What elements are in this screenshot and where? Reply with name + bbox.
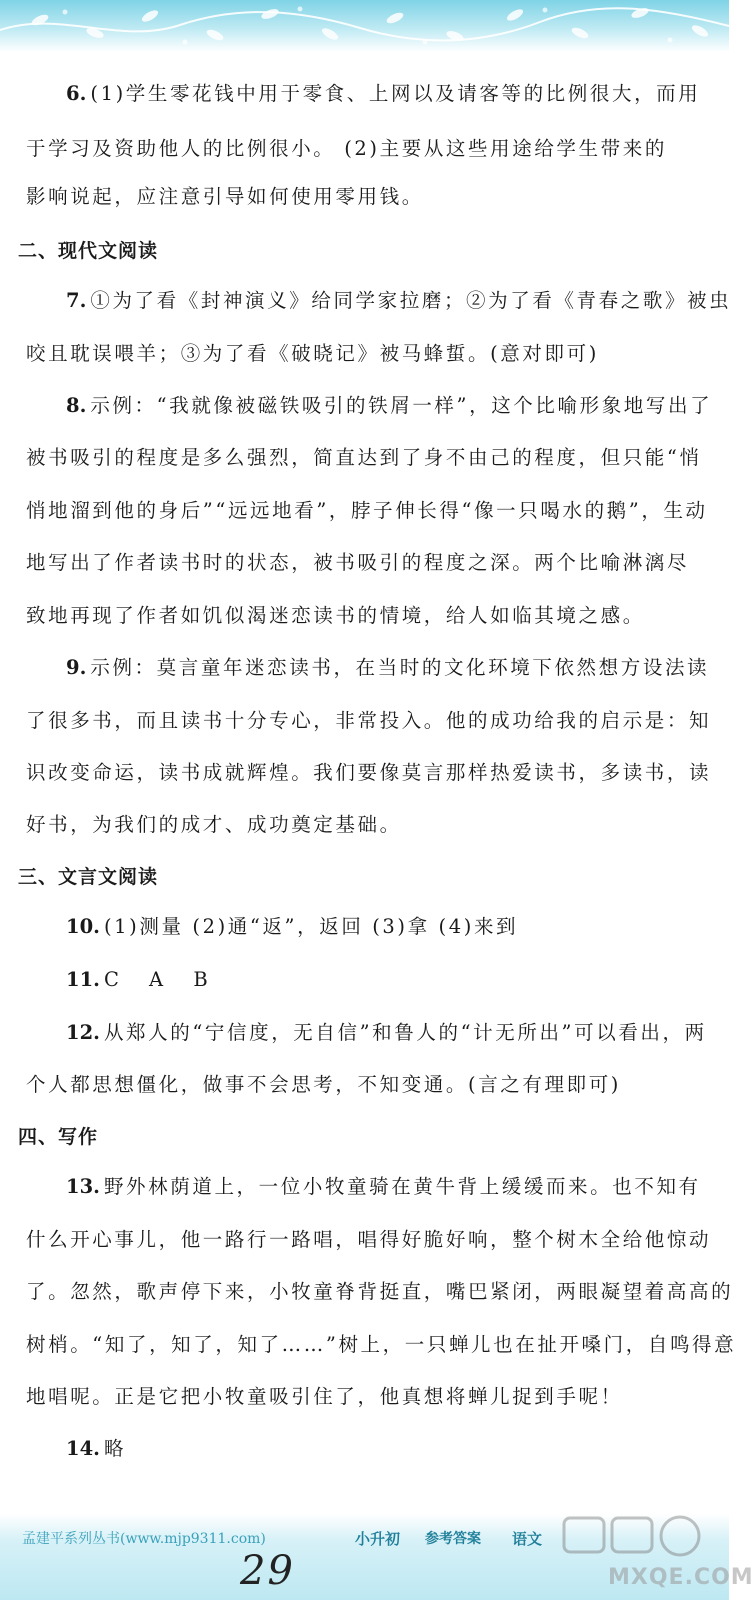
footer-level-text: 小升初 — [355, 1530, 401, 1548]
q6-text-1: (1)学生零花钱中用于零食、上网以及请客等的比例很大，而用 — [90, 82, 701, 105]
q9-line-2: 了很多书，而且读书十分专心，非常投入。他的成功给我的启示是：知 — [26, 709, 712, 732]
q12-line-2: 个人都思想僵化，做事不会思考，不知变通。(言之有理即可) — [26, 1073, 622, 1096]
q14-number: 14. — [66, 1437, 100, 1460]
q6-line-2: 于学习及资助他人的比例很小。 (2)主要从这些用途给学生带来的 — [26, 137, 667, 160]
q13-text-1: 野外林荫道上，一位小牧童骑在黄牛背上缓缓而来。也不知有 — [103, 1175, 701, 1198]
section-writing: 四、写作 — [18, 1126, 99, 1148]
page-number: 29 — [240, 1548, 295, 1594]
vine-pattern-icon — [0, 0, 729, 52]
header-decoration — [0, 0, 729, 52]
q11-number: 11. — [66, 968, 100, 991]
q10-line-1 — [66, 915, 518, 939]
watermark-text: MXQE.COM — [608, 1565, 754, 1590]
q10-text-1: (1)测量 (2)通“返”，返回 (3)拿 (4)来到 — [103, 915, 519, 938]
footer-reference-text: 参考答案 — [425, 1531, 481, 1547]
q7-line-2: 咬且耽误喂羊；③为了看《破晓记》被马蜂蜇。(意对即可) — [26, 342, 599, 365]
q6-line-3: 影响说起，应注意引导如何使用零用钱。 — [26, 185, 424, 208]
q12-number: 12. — [66, 1021, 100, 1044]
q9-line-4: 好书，为我们的成才、成功奠定基础。 — [26, 813, 402, 836]
q14-line-1 — [66, 1437, 126, 1461]
q8-line-1 — [66, 394, 712, 418]
q13-line-2: 什么开心事儿，他一路行一路唱，唱得好脆好响，整个树木全给他惊动 — [26, 1228, 712, 1251]
q7-number: 7. — [66, 289, 87, 312]
q8-line-5: 致地再现了作者如饥似渴迷恋读书的情境，给人如临其境之感。 — [26, 604, 645, 627]
q13-line-4: 树梢。“知了，知了，知了……”树上，一只蝉儿也在扯开嗓门，自鸣得意 — [26, 1333, 737, 1356]
q13-line-1 — [66, 1175, 701, 1199]
section-modern-reading: 二、现代文阅读 — [18, 240, 159, 262]
q9-line-3: 识改变命运，读书成就辉煌。我们要像莫言那样热爱读书，多读书，读 — [26, 761, 712, 784]
q10-number: 10. — [66, 915, 100, 938]
q9-line-1 — [66, 656, 709, 680]
q8-text-1: 示例：“我就像被磁铁吸引的铁屑一样”，这个比喻形象地写出了 — [90, 394, 713, 417]
q9-number: 9. — [66, 656, 87, 679]
footer-subject-text: 语文 — [512, 1530, 543, 1548]
q8-number: 8. — [66, 394, 87, 417]
q14-text-1: 略 — [103, 1437, 127, 1460]
q13-number: 13. — [66, 1175, 100, 1198]
q6-line-1 — [66, 82, 700, 106]
q8-line-4: 地写出了作者读书时的状态，被书吸引的程度之深。两个比喻淋漓尽 — [26, 551, 690, 574]
q7-text-1: ①为了看《封神演义》给同学家拉磨；②为了看《青春之歌》被虫 — [90, 289, 732, 312]
q8-line-2: 被书吸引的程度是多么强烈，简直达到了身不由己的程度，但只能“悄 — [26, 446, 702, 469]
q13-line-3: 了。忽然，歌声停下来，小牧童脊背挺直，嘴巴紧闭，两眼凝望着高高的 — [26, 1280, 734, 1303]
q8-line-3: 悄地溜到他的身后”“远远地看”，脖子伸长得“像一只喝水的鹅”，生动 — [26, 499, 708, 522]
q7-line-1 — [66, 289, 731, 313]
footer-series-text: 孟建平系列丛书(www.mjp9311.com) — [22, 1531, 266, 1547]
q12-line-1 — [66, 1021, 707, 1045]
q9-text-1: 示例：莫言童年迷恋读书，在当时的文化环境下依然想方设法读 — [90, 656, 710, 679]
q11-text-1: C A B — [103, 968, 220, 991]
q6-number: 6. — [66, 82, 87, 105]
q11-line-1 — [66, 968, 220, 992]
q13-line-5: 地唱呢。正是它把小牧童吸引住了，他真想将蝉儿捉到手呢！ — [26, 1385, 623, 1408]
section-classical-reading: 三、文言文阅读 — [18, 866, 159, 888]
q12-text-1: 从郑人的“宁信度，无自信”和鲁人的“计无所出”可以看出，两 — [103, 1021, 707, 1044]
